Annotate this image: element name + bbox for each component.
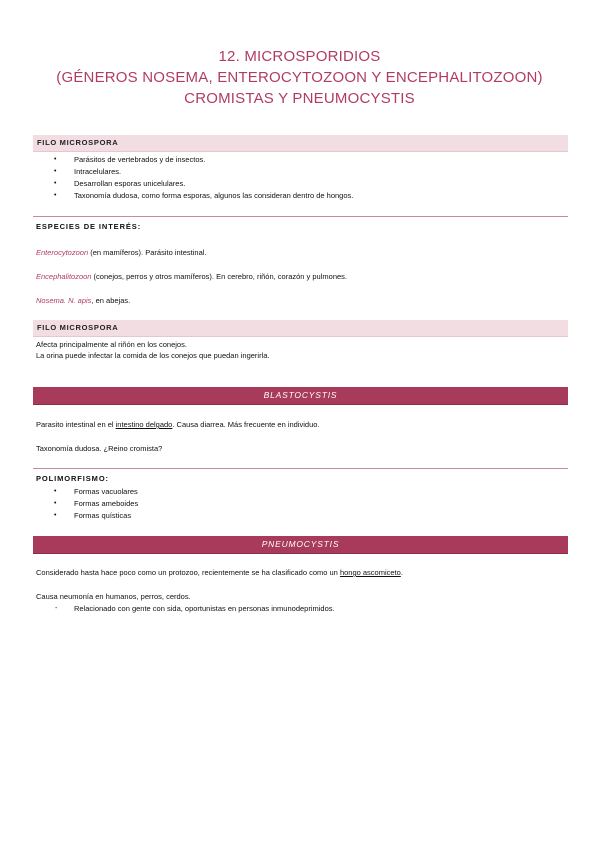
list-item: • Taxonomía dudosa, como forma esporas, algunos las consideran dentro de hongos. [50,190,353,202]
polimorfismo-list [50,486,138,522]
especie-3 [36,295,130,306]
list-item: • Formas vacuolares [50,486,138,498]
filo-2-line-1: Afecta principalmente al riñón en los conejos. [36,340,187,349]
list-item: • Desarrollan esporas unicelulares. [50,178,353,190]
section-band-filo-1 [33,135,568,152]
list-item: • Intracelulares. [50,166,353,178]
section-heading: FILO MICROSPORA [37,138,119,147]
title-line-3: CROMISTAS Y PNEUMOCYSTIS [184,90,415,107]
document-title [0,46,599,109]
list-item: • Formas ameboides [50,498,138,510]
title-line-1: 12. MICROSPORIDIOS [218,48,381,65]
pneumo-dash-list [50,603,335,615]
text: . Causa diarrea. Más frecuente en individuo. [172,420,320,429]
section-heading: FILO MICROSPORA [37,323,119,332]
blasto-paragraph-2: Taxonomía dudosa. ¿Reino cromista? [36,444,163,453]
divider [33,468,568,469]
species-name: Encephalitozoon [36,272,92,281]
section-bar-title: BLASTOCYSTIS [263,390,338,400]
section-heading-especies: ESPECIES DE INTERÉS: [36,222,142,231]
divider [33,216,568,217]
section-bar-pneumocystis [33,536,568,554]
species-text: (en mamíferos). Parásito intestinal. [88,248,207,257]
list-item: • Parásitos de vertebrados y de insectos. [50,154,353,166]
section-bar-title: PNEUMOCYSTIS [261,539,340,549]
species-name: Enterocytozoon [36,248,89,257]
text: Considerado hasta hace poco como un protozoo, recientemente se ha clasificado como un [36,568,340,577]
filo-1-list [50,154,353,202]
list-item: • Formas quísticas [50,510,138,522]
list-item: - Relacionado con gente con sida, oportunistas en personas inmunodeprimidos. [50,603,335,615]
filo-2-line-2: La orina puede infectar la comida de los conejos que puedan ingerirla. [36,351,270,360]
section-band-filo-2 [33,320,568,337]
especie-1 [36,247,207,258]
blasto-paragraph-1 [36,419,320,430]
text: . [400,568,403,577]
species-text: , en abejas. [91,296,131,305]
species-name: Nosema. N. apis [36,296,92,305]
text: Parasito intestinal en el [36,420,116,429]
pneumo-paragraph-2: Causa neumonía en humanos, perros, cerdos. [36,592,191,601]
section-heading-polimorfismo: POLIMORFISMO: [36,474,109,483]
pneumo-paragraph-1 [36,567,403,578]
underlined-term: intestino delgado [115,420,173,429]
title-line-2: (GÉNEROS NOSEMA, ENTEROCYTOZOON Y ENCEPHALITOZOON) [56,69,543,86]
species-text: (conejos, perros y otros mamíferos). En cerebro, riñón, corazón y pulmones. [91,272,347,281]
section-bar-blastocystis [33,387,568,405]
underlined-term: hongo ascomiceto [339,568,401,577]
especie-2 [36,271,347,282]
